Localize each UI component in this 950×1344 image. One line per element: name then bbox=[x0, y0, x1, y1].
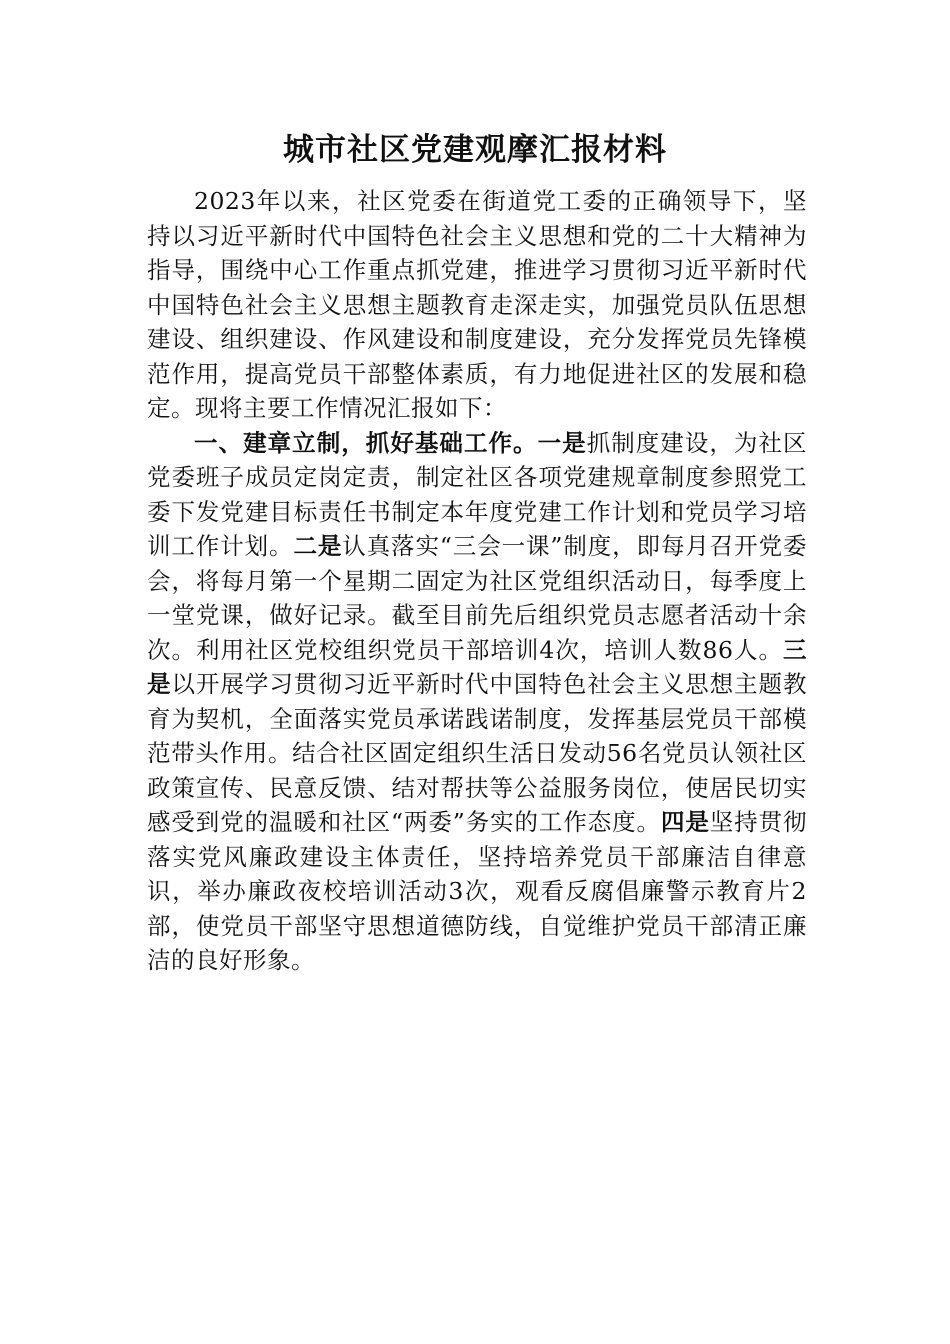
document-title: 城市社区党建观摩汇报材料 bbox=[283, 132, 667, 168]
point-one-text: 抓制度建设，为社区党委班子成员定岗定责，制定社区各项党建规章制度参照党工委下发党建目标责任书制定本年度党建工作计划和党员学习培训工作计划。 bbox=[147, 428, 808, 560]
point-three-lead: 三是 bbox=[147, 635, 807, 698]
intro-paragraph: 2023年以来，社区党委在街道党工委的正确领导下，坚持以习近平新时代中国特色社会主义思想和党的二十大精神为指导，围绕中心工作重点抓党建，推进学习贯彻习近平新时代中国特色社会主义思想主题教育走深走实，加强党员队伍思想建设、组织建设、作风建设和制度建设，充分发挥党员先锋模范作用，提高党员干部整体素质，有力地促进社区的发展和稳定。现将主要工作情况汇报如下： bbox=[147, 187, 807, 422]
section-one-paragraph bbox=[147, 426, 807, 978]
point-four-lead: 四是 bbox=[660, 808, 710, 836]
section-one-heading: 一、建章立制，抓好基础工作。 bbox=[194, 428, 538, 457]
point-two-lead: 二是 bbox=[293, 532, 343, 560]
point-three-text: 以开展学习贯彻习近平新时代中国特色社会主义思想主题教育为契机，全面落实党员承诺践诺制度，发挥基层党员干部模范带头作用。结合社区固定组织生活日发动56名党员认领社区政策宣传、民意反馈、结对帮扶等公益服务岗位，使居民切实感受到党的温暖和社区“两委”务实的工作态度。 bbox=[147, 670, 808, 836]
point-four-text: 坚持贯彻落实党风廉政建设主体责任，坚持培养党员干部廉洁自律意识，举办廉政夜校培训活动3次，观看反腐倡廉警示教育片2部，使党员干部坚守思想道德防线，自觉维护党员干部清正廉洁的良好形象。 bbox=[147, 808, 807, 974]
point-two-text: 认真落实“三会一课”制度，即每月召开党委会，将每月第一个星期二固定为社区党组织活动日，每季度上一堂党课，做好记录。截至目前先后组织党员志愿者活动十余次。利用社区党校组织党员干部培训4次，培训人数86人。 bbox=[147, 532, 807, 664]
document-body bbox=[147, 184, 807, 978]
point-one-lead: 一是 bbox=[537, 428, 587, 457]
